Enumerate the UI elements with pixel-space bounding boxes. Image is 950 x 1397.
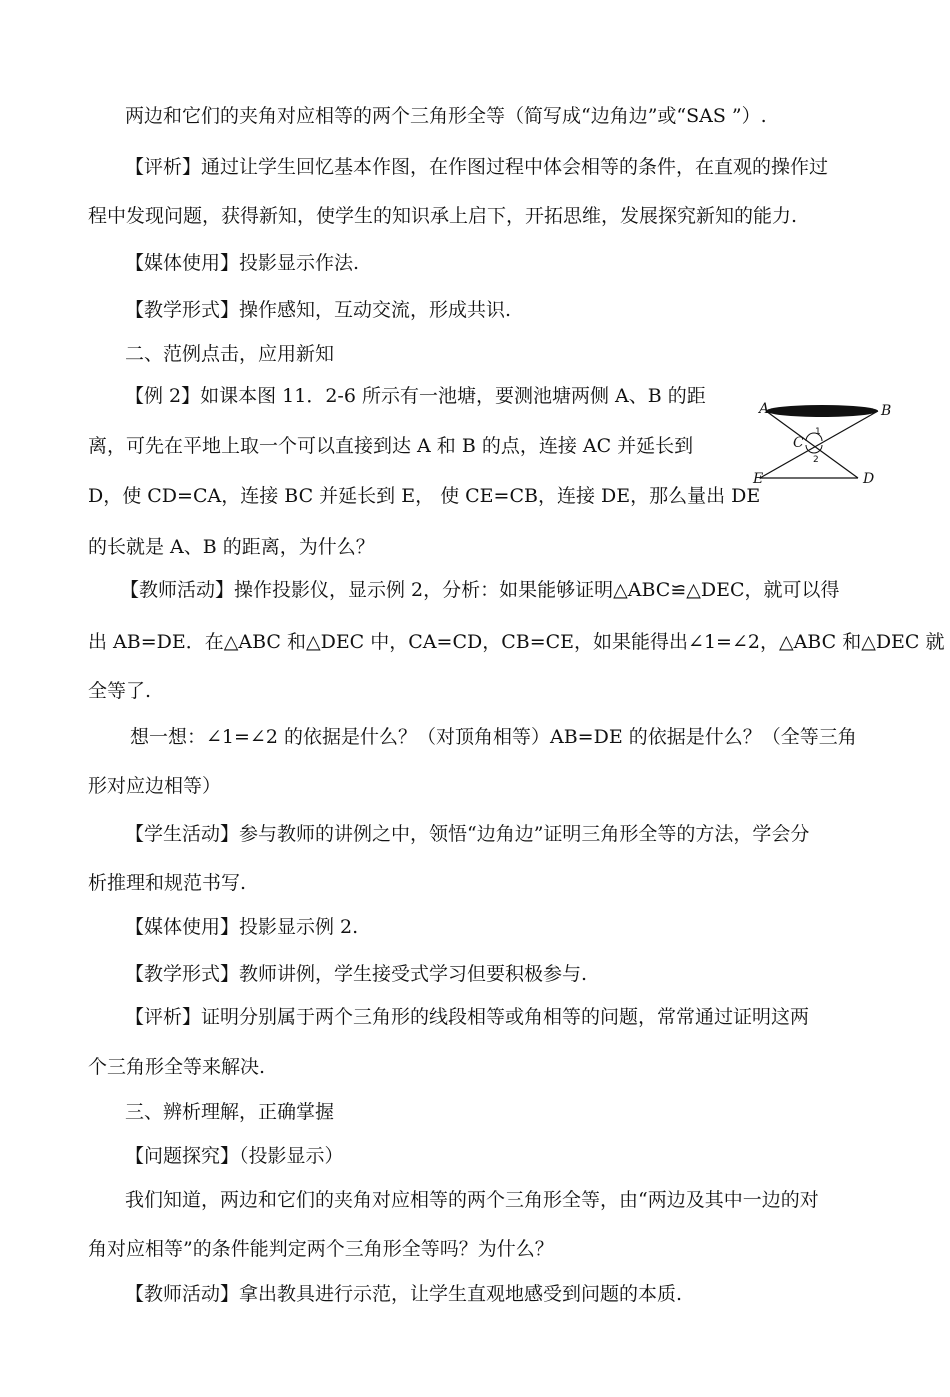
- text-line: 出 AB=DE．在△ABC 和△DEC 中，CA=CD，CB=CE，如果能得出∠1=∠2，△ABC 和△DEC 就: [88, 631, 945, 653]
- text-line: 【评析】通过让学生回忆基本作图，在作图过程中体会相等的条件，在直观的操作过: [125, 156, 829, 178]
- text-line: 【媒体使用】投影显示例 2.: [125, 916, 359, 938]
- point-label-a: A: [759, 401, 770, 417]
- text-line: 【教学形式】操作感知，互动交流，形成共识.: [125, 299, 512, 321]
- text-line: 形对应边相等）: [88, 775, 222, 797]
- segment-ad: [766, 411, 858, 478]
- point-label-e: E: [753, 471, 764, 487]
- point-label-c: C: [793, 435, 804, 451]
- text-line: 【问题探究】（投影显示）: [125, 1145, 344, 1167]
- text-line: 【学生活动】参与教师的讲例之中，领悟“边角边”证明三角形全等的方法，学会分: [125, 823, 810, 845]
- text-line: 的长就是 A、B 的距离，为什么？: [88, 536, 375, 558]
- text-line: 我们知道，两边和它们的夹角对应相等的两个三角形全等，由“两边及其中一边的对: [125, 1189, 819, 1211]
- section-heading: 三、辨析理解，正确掌握: [125, 1101, 335, 1123]
- pond-diagram: [755, 395, 905, 490]
- angle-label-1: 1: [815, 427, 821, 437]
- text-line: 离，可先在平地上取一个可以直接到达 A 和 B 的点，连接 AC 并延长到: [88, 435, 694, 457]
- text-line: 程中发现问题，获得新知，使学生的知识承上启下，开拓思维，发展探究新知的能力.: [88, 205, 798, 227]
- point-label-d: D: [863, 471, 875, 487]
- text-line: 【教师活动】操作投影仪，显示例 2，分析：如果能够证明△ABC≌△DEC，就可以得: [120, 579, 840, 601]
- text-line: 角对应相等”的条件能判定两个三角形全等吗？为什么？: [88, 1238, 554, 1260]
- text-line: 【例 2】如课本图 11．2-6 所示有一池塘，要测池塘两侧 A、B 的距: [125, 385, 706, 407]
- text-line: 个三角形全等来解决.: [88, 1056, 266, 1078]
- text-line: 两边和它们的夹角对应相等的两个三角形全等（简写成“边角边”或“SAS ”）.: [125, 105, 767, 127]
- segment-be: [760, 411, 878, 478]
- section-heading: 二、范例点击，应用新知: [125, 343, 335, 365]
- text-line: 全等了.: [88, 680, 152, 702]
- text-line: 【评析】证明分别属于两个三角形的线段相等或角相等的问题，常常通过证明这两: [125, 1006, 810, 1028]
- text-line: 想一想：∠1=∠2 的依据是什么？（对顶角相等）AB=DE 的依据是什么？（全等三角: [130, 726, 857, 748]
- text-line: 析推理和规范书写.: [88, 872, 247, 894]
- text-line: 【教师活动】拿出教具进行示范，让学生直观地感受到问题的本质.: [125, 1283, 683, 1305]
- angle-label-2: 2: [813, 455, 819, 465]
- text-line: D，使 CD=CA，连接 BC 并延长到 E， 使 CE=CB，连接 DE，那么量出 DE: [88, 485, 761, 507]
- text-line: 【教学形式】教师讲例，学生接受式学习但要积极参与.: [125, 963, 588, 985]
- point-label-b: B: [881, 403, 892, 419]
- text-line: 【媒体使用】投影显示作法.: [125, 252, 360, 274]
- pond-diagram-svg: [755, 395, 905, 490]
